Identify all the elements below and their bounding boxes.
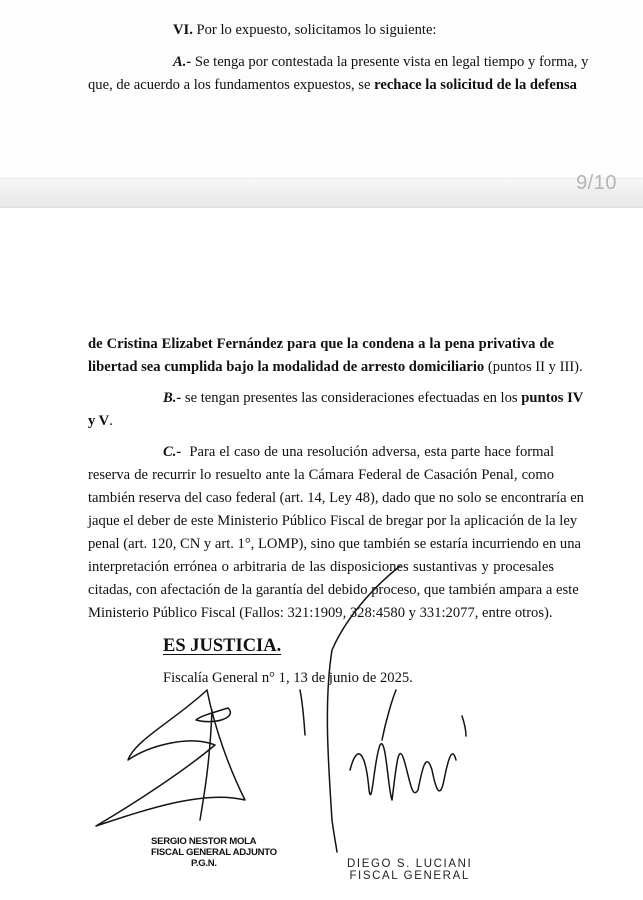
section-heading-text: Por lo expuesto, solicitamos lo siguiente: — [192, 22, 437, 38]
item-c-line-7: citadas, con afectación de la garantía del debido proceso, que también ampara a este — [88, 582, 579, 598]
right-stamp-name: DIEGO S. LUCIANI — [347, 858, 473, 870]
item-c-line-5: penal (art. 120, CN y art. 1°, LOMP), sino que también se estaría incurriendo en una — [88, 536, 581, 552]
item-c-line-2: reserva de recurrir lo resuelto ante la Cámara Federal de Casación Penal, como — [88, 467, 554, 483]
signature-left-mark — [96, 690, 245, 826]
section-heading-number: VI. — [173, 22, 193, 38]
item-a-continued-line-2: libertad sea cumplida bajo la modalidad de arresto domiciliario (puntos II y III). — [88, 359, 583, 375]
left-stamp-name: SERGIO NESTOR MOLA — [151, 836, 257, 847]
item-b-label: B.- — [163, 390, 182, 406]
item-a-label: A.- — [173, 54, 192, 70]
item-b-line-2: y V. — [88, 413, 113, 429]
item-b-line-1: B.- se tengan presentes las consideraciones efectuadas en los puntos IV — [163, 390, 584, 406]
item-c-line-6: interpretación errónea o arbitraria de las disposiciones sustantivas y procesales — [88, 559, 554, 575]
right-signature-stamp — [347, 858, 472, 882]
item-c-label: C.- — [163, 444, 182, 460]
left-signature-stamp — [151, 836, 277, 869]
left-stamp-org: P.G.N. — [191, 858, 217, 869]
place-date: Fiscalía General n° 1, 13 de junio de 2025. — [163, 670, 413, 686]
item-c-line-3: también reserva del caso federal (art. 14, Ley 48), dado que no solo se encontraría en — [88, 490, 584, 506]
item-c-line-4: jaque el deber de este Ministerio Público Fiscal de bregar por la aplicación de la ley — [88, 513, 578, 529]
item-c-line-1: C.- Para el caso de una resolución adversa, esta parte hace formal — [163, 444, 554, 460]
item-a-continued-line-1: de Cristina Elizabet Fernández para que la condena a la pena privativa de — [88, 336, 554, 352]
page-indicator: 9/10 — [576, 172, 617, 194]
closing-heading: ES JUSTICIA. — [163, 636, 282, 656]
right-stamp-title: FISCAL GENERAL — [349, 870, 470, 882]
left-stamp-title: FISCAL GENERAL ADJUNTO — [151, 847, 277, 858]
signature-right-mark — [300, 566, 466, 852]
item-a-line-1: A.- Se tenga por contestada la presente vista en legal tiempo y forma, y — [173, 54, 589, 70]
item-c-line-8: Ministerio Público Fiscal (Fallos: 321:1909, 328:4580 y 331:2077, entre otros). — [88, 605, 553, 621]
item-a-line-2: que, de acuerdo a los fundamentos expuestos, se rechace la solicitud de la defensa — [88, 77, 577, 93]
